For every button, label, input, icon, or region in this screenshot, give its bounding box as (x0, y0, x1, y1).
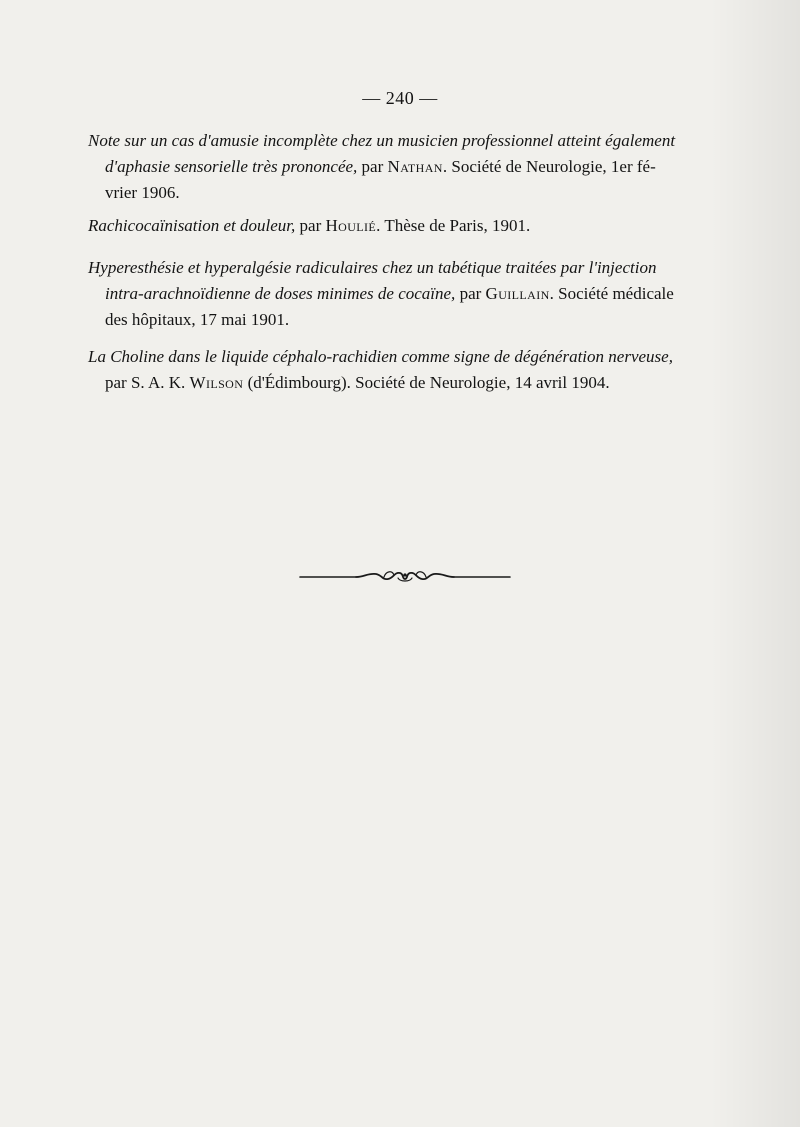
reference-by: par (455, 284, 486, 303)
reference-source: . Société médicale (549, 284, 674, 303)
reference-source: . Thèse de Paris, 1901. (376, 216, 531, 235)
reference-title-continuation: intra-arachnoïdienne de doses minimes de cocaïne, (105, 284, 456, 303)
decorative-flourish-icon (298, 566, 512, 586)
reference-source: . Société de Neurologie, 1er fé- (442, 157, 656, 176)
reference-by: par (295, 216, 326, 235)
reference-entry (88, 255, 733, 333)
reference-author: Guillain (485, 284, 550, 303)
reference-author: Nathan (387, 157, 443, 176)
page-number: — 240 — (362, 88, 438, 108)
reference-source: (d'Édimbourg). Société de Neurologie, 14 avril 1904. (243, 373, 610, 392)
reference-title: Note sur un cas d'amusie incomplète chez un musicien professionnel atteint également (88, 131, 676, 150)
reference-title: La Choline dans le liquide céphalo-rachidien comme signe de dégénération nerveuse, (88, 347, 673, 366)
reference-title: Rachicocaïnisation et douleur, (88, 216, 296, 235)
reference-source-continuation: vrier 1906. (105, 183, 180, 202)
reference-title-continuation: d'aphasie sensorielle très prononcée, (105, 157, 358, 176)
reference-by: par (357, 157, 388, 176)
reference-entry (88, 344, 733, 396)
reference-source-continuation: des hôpitaux, 17 mai 1901. (105, 310, 290, 329)
reference-prefix: par S. A. K. (105, 373, 190, 392)
reference-entry (88, 128, 733, 206)
reference-author: Wilson (189, 373, 244, 392)
reference-title: Hyperesthésie et hyperalgésie radiculaires chez un tabétique traitées par l'injection (88, 258, 657, 277)
reference-entry (88, 213, 733, 239)
reference-author: Houlié (325, 216, 377, 235)
